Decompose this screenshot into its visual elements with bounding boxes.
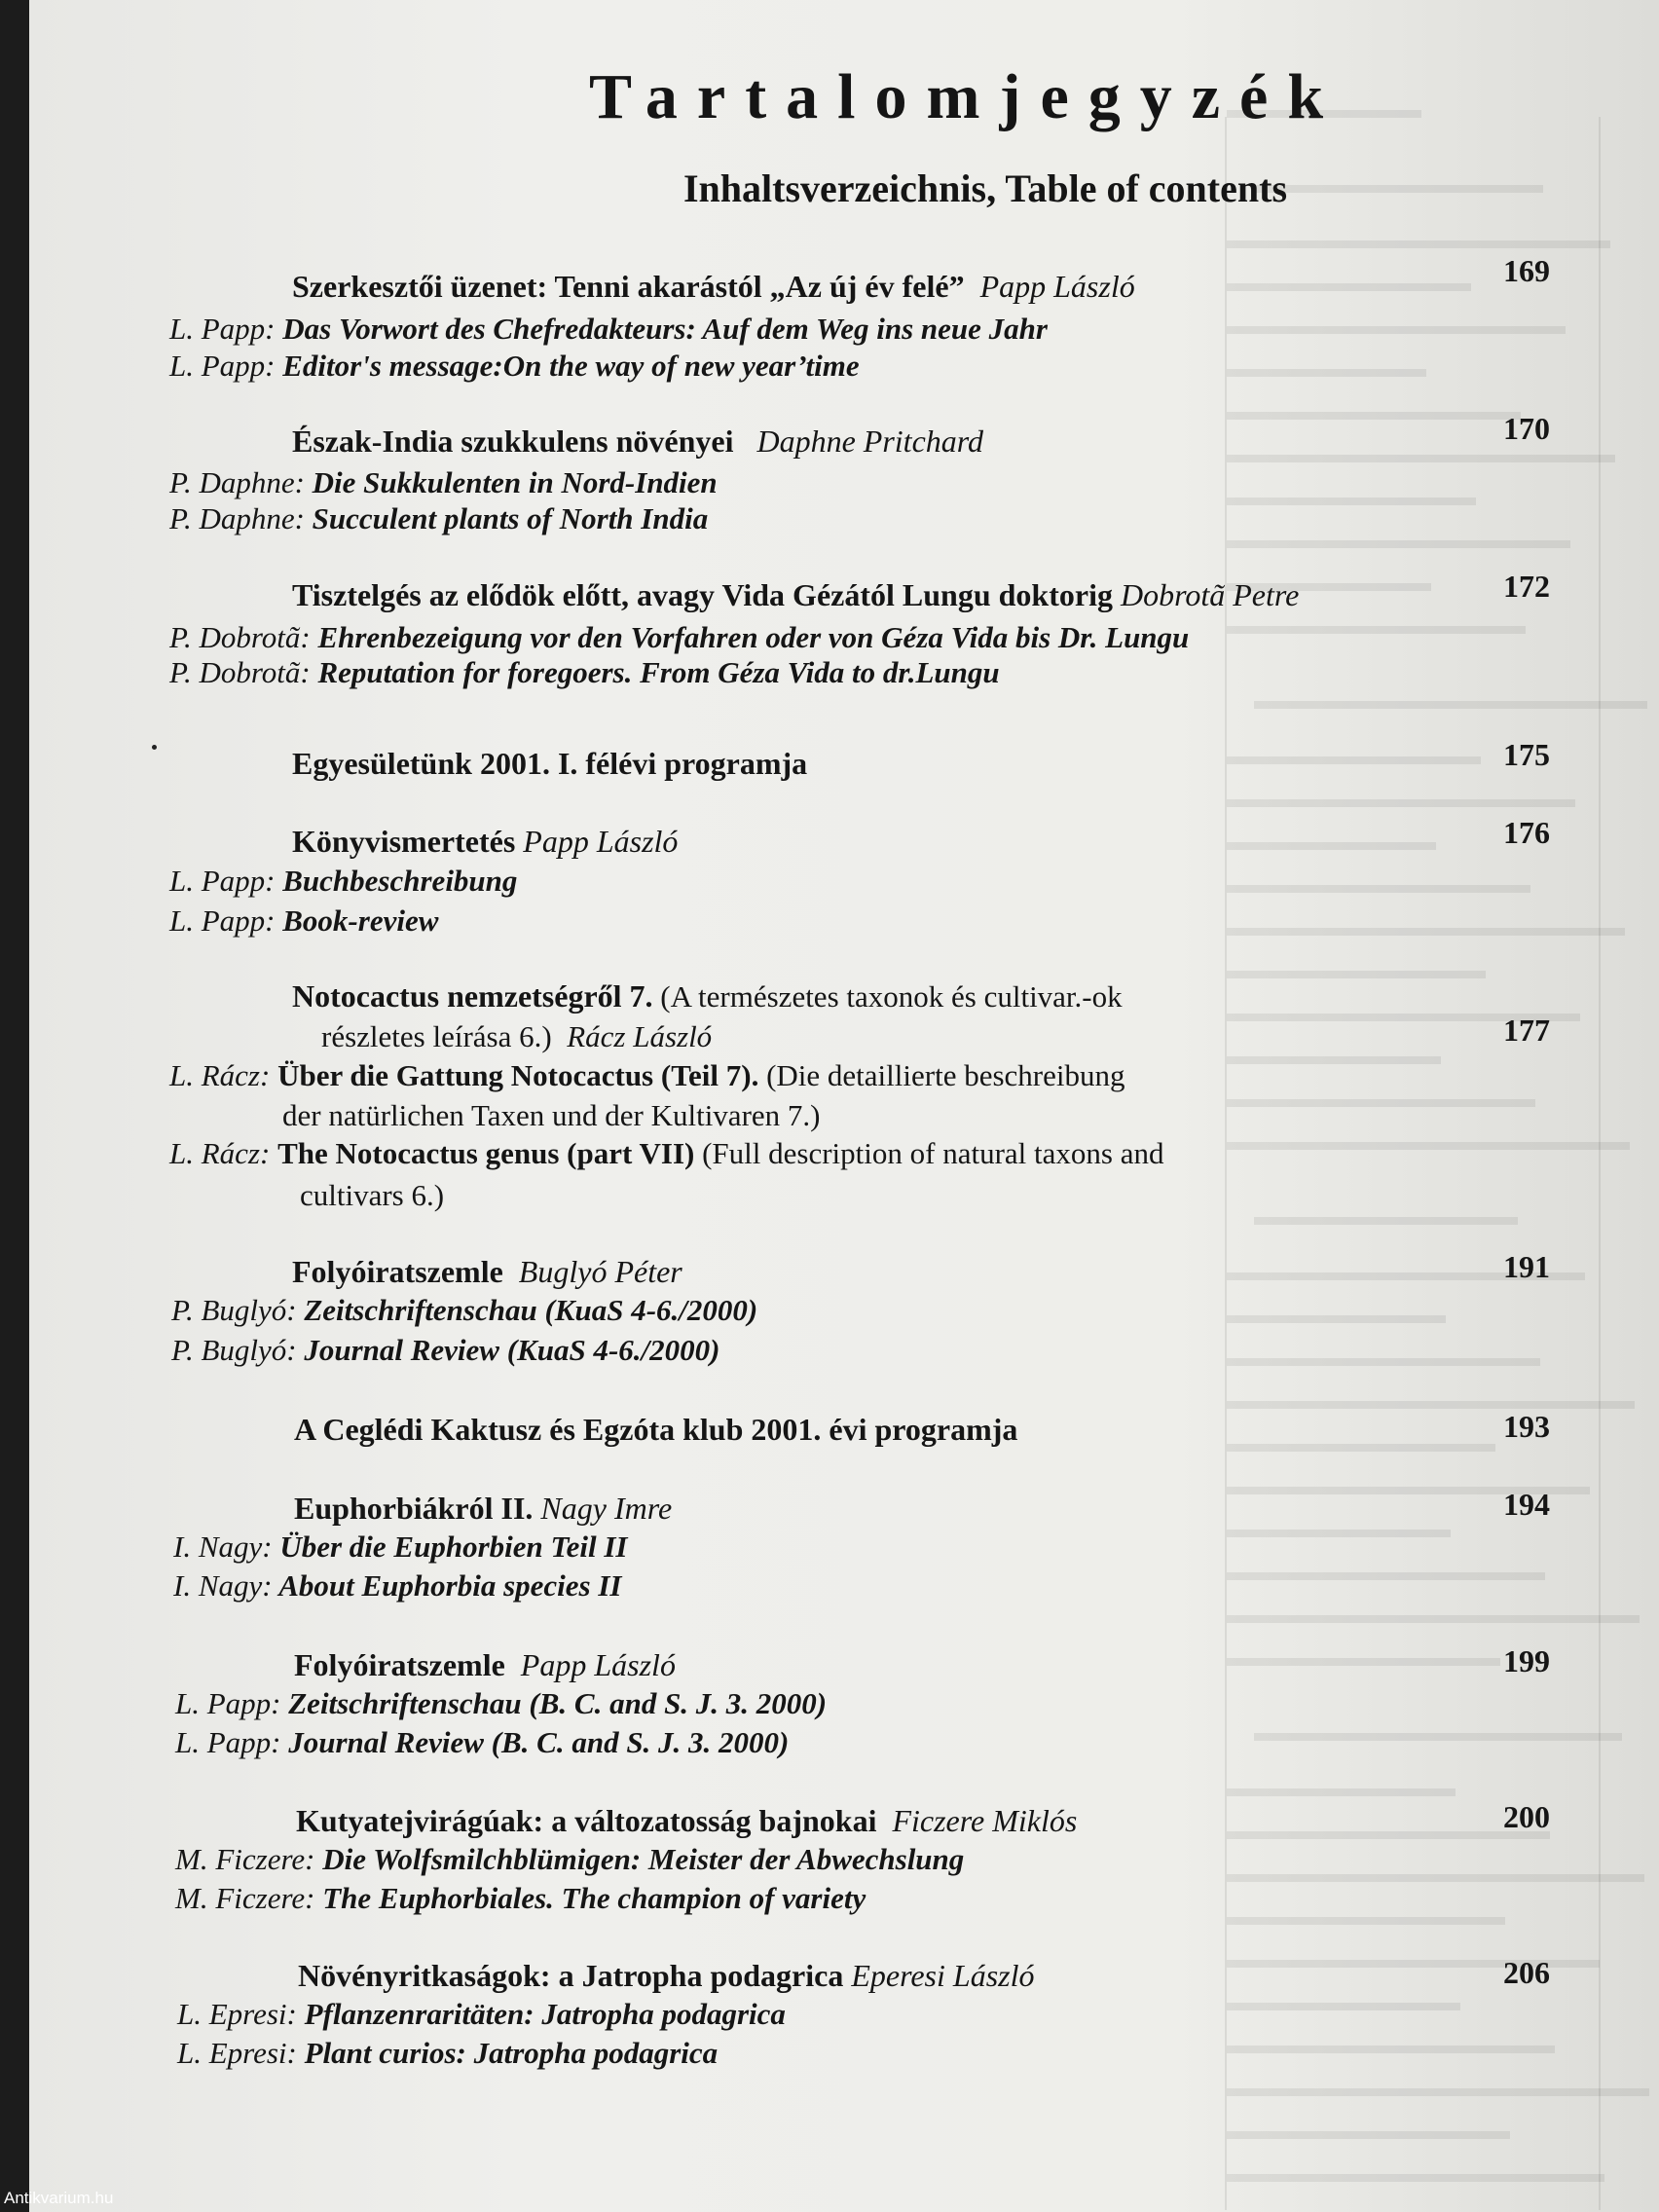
ghost-row — [1198, 1379, 1659, 1421]
entry-page-number: 193 — [1503, 1409, 1550, 1444]
ghost-row — [1198, 1895, 1659, 1937]
ghost-text-smudge — [1227, 2174, 1604, 2182]
ghost-text-smudge — [1227, 1099, 1535, 1107]
ghost-row — [1198, 1077, 1659, 1120]
entry-page-number: 176 — [1503, 815, 1550, 850]
ghost-row — [1198, 646, 1659, 734]
ghost-row — [1198, 1162, 1659, 1250]
ghost-row — [1198, 518, 1659, 561]
entry-page-number: 194 — [1503, 1487, 1550, 1522]
ghost-row — [1198, 948, 1659, 991]
ghost-row — [1198, 820, 1659, 863]
entry-translation: I. Nagy: About Euphorbia species II — [173, 1568, 622, 1603]
entry-title-line: Euphorbiákról II. Nagy Imre — [294, 1491, 673, 1526]
ghost-text-smudge — [1227, 971, 1486, 978]
ghost-row — [1198, 734, 1659, 777]
ghost-text-smudge — [1227, 1917, 1505, 1925]
entry-title-line: Kutyatejvirágúak: a változatosság bajnokai Ficzere Miklós — [296, 1803, 1078, 1838]
ghost-text-smudge — [1227, 1572, 1545, 1580]
ghost-text-smudge — [1227, 799, 1575, 807]
entry-title-line: Egyesületünk 2001. I. félévi programja — [292, 746, 808, 781]
entry-translation: P. Dobrotã: Ehrenbezeigung vor den Vorfahren oder von Géza Vida bis Dr. Lungu — [169, 620, 1190, 654]
entry-translation: M. Ficzere: The Euphorbiales. The champion of variety — [175, 1881, 866, 1915]
ink-speck — [152, 745, 157, 750]
ghost-row — [1198, 1593, 1659, 1636]
entry-translation: cultivars 6.) — [300, 1178, 445, 1212]
ghost-row — [1198, 1852, 1659, 1895]
ghost-row — [1198, 1336, 1659, 1379]
ghost-text-smudge — [1254, 1733, 1622, 1741]
ghost-text-smudge — [1227, 455, 1615, 462]
ghost-text-smudge — [1227, 283, 1471, 291]
ghost-text-smudge — [1227, 1142, 1630, 1150]
ghost-column-rule — [1225, 117, 1227, 2210]
ghost-row — [1198, 1980, 1659, 2023]
ghost-text-smudge — [1227, 626, 1526, 634]
entry-translation: L. Epresi: Plant curios: Jatropha podagrica — [177, 2036, 719, 2070]
ghost-row — [1198, 2194, 1659, 2210]
ghost-text-smudge — [1227, 1658, 1500, 1666]
entry-translation: L. Papp: Das Vorwort des Chefredakteurs: Auf dem Weg ins neue Jahr — [169, 312, 1048, 346]
ghost-text-smudge — [1227, 1056, 1441, 1064]
entry-title-line: részletes leírása 6.) Rácz László — [321, 1019, 713, 1053]
entry-title-line: Észak-India szukkulens növényei Daphne Pritchard — [292, 424, 984, 459]
ghost-row — [1198, 2066, 1659, 2109]
ghost-row — [1198, 2109, 1659, 2152]
ghost-row — [1198, 1250, 1659, 1293]
entry-page-number: 200 — [1503, 1799, 1550, 1834]
entry-translation: M. Ficzere: Die Wolfsmilchblümigen: Meister der Abwechslung — [175, 1842, 965, 1876]
entry-title-line: Folyóiratszemle Buglyó Péter — [292, 1254, 682, 1289]
entry-translation: P. Dobrotã: Reputation for foregoers. From Géza Vida to dr.Lungu — [169, 655, 1000, 689]
entry-title-line: Könyvismertetés Papp László — [292, 824, 679, 859]
ghost-text-smudge — [1227, 842, 1436, 850]
ghost-row — [1198, 261, 1659, 304]
ghost-row — [1198, 1464, 1659, 1507]
ghost-text-smudge — [1227, 2046, 1555, 2053]
entry-translation: L. Papp: Book-review — [169, 903, 439, 938]
ghost-row — [1198, 475, 1659, 518]
entry-title-line: Notocactus nemzetségről 7. (A természetes taxonok és cultivar.-ok — [292, 978, 1123, 1014]
ghost-row — [1198, 1766, 1659, 1809]
entry-title-line: Folyóiratszemle Papp László — [294, 1647, 676, 1682]
ghost-row — [1198, 1636, 1659, 1678]
ghost-row — [1198, 991, 1659, 1034]
ghost-row — [1198, 218, 1659, 261]
ghost-row — [1198, 1507, 1659, 1550]
ghost-row — [1198, 304, 1659, 347]
entry-page-number: 169 — [1503, 253, 1550, 288]
entry-title-line: Tisztelgés az elődök előtt, avagy Vida Gézától Lungu doktorig Dobrotã Petre — [292, 577, 1300, 612]
ghost-text-smudge — [1227, 412, 1521, 420]
ghost-text-smudge — [1227, 2003, 1460, 2010]
ghost-text-smudge — [1227, 1615, 1640, 1623]
entry-translation: L. Papp: Zeitschriftenschau (B. C. and S. J. 3. 2000) — [175, 1686, 828, 1720]
ghost-row — [1198, 1293, 1659, 1336]
ghost-text-smudge — [1227, 756, 1481, 764]
ghost-row — [1198, 347, 1659, 389]
entry-translation: P. Buglyó: Zeitschriftenschau (KuaS 4-6./2000) — [171, 1293, 758, 1327]
ghost-text-smudge — [1227, 885, 1530, 893]
ghost-row — [1198, 2023, 1659, 2066]
document-page — [29, 0, 1659, 2212]
ghost-row — [1198, 389, 1659, 432]
ghost-text-smudge — [1227, 928, 1625, 936]
page-bleed-through — [1198, 88, 1659, 2210]
entry-translation: L. Rácz: The Notocactus genus (part VII) (Full description of natural taxons and — [169, 1136, 1164, 1170]
entry-translation: P. Daphne: Succulent plants of North India — [169, 501, 709, 535]
ghost-row — [1198, 1421, 1659, 1464]
ghost-text-smudge — [1227, 2088, 1649, 2096]
ghost-row — [1198, 1120, 1659, 1162]
entry-translation: L. Papp: Buchbeschreibung — [169, 864, 518, 898]
ghost-row — [1198, 432, 1659, 475]
ghost-text-smudge — [1227, 1831, 1550, 1839]
ghost-text-smudge — [1227, 1788, 1456, 1796]
ghost-row — [1198, 1550, 1659, 1593]
ghost-text-smudge — [1227, 240, 1610, 248]
ghost-text-smudge — [1227, 1315, 1446, 1323]
entry-page-number: 177 — [1503, 1013, 1550, 1048]
entry-translation: L. Papp: Journal Review (B. C. and S. J. 3. 2000) — [175, 1725, 790, 1759]
entry-translation: L. Epresi: Pflanzenraritäten: Jatropha podagrica — [177, 1997, 786, 2031]
entry-title-line: Szerkesztői üzenet: Tenni akarástól „Az új év felé” Papp László — [292, 269, 1135, 304]
entry-translation: P. Buglyó: Journal Review (KuaS 4-6./2000) — [171, 1333, 720, 1367]
ghost-text-smudge — [1227, 498, 1476, 505]
entry-translation: L. Papp: Editor's message:On the way of new year’time — [169, 349, 860, 383]
entry-translation: der natürlichen Taxen und der Kultivaren 7.) — [282, 1098, 821, 1132]
ghost-text-smudge — [1227, 1358, 1540, 1366]
entry-page-number: 170 — [1503, 411, 1550, 446]
ghost-text-smudge — [1227, 369, 1426, 377]
entry-title-line: Növényritkaságok: a Jatropha podagrica Eperesi László — [298, 1958, 1035, 1993]
entry-page-number: 191 — [1503, 1249, 1550, 1284]
entry-page-number: 199 — [1503, 1643, 1550, 1678]
ghost-text-smudge — [1254, 701, 1647, 709]
entry-translation: I. Nagy: Über die Euphorbien Teil II — [173, 1530, 628, 1564]
ghost-text-smudge — [1227, 326, 1566, 334]
ghost-row — [1198, 1034, 1659, 1077]
ghost-row — [1198, 2152, 1659, 2194]
watermark: Antikvarium.hu — [4, 2189, 114, 2207]
ghost-row — [1198, 905, 1659, 948]
entry-title-line: A Ceglédi Kaktusz és Egzóta klub 2001. évi programja — [294, 1412, 1018, 1447]
ghost-row — [1198, 863, 1659, 905]
ghost-text-smudge — [1227, 1530, 1451, 1537]
ghost-column-rule — [1599, 117, 1601, 2210]
ghost-text-smudge — [1227, 2131, 1510, 2139]
entry-page-number: 175 — [1503, 737, 1550, 772]
ghost-row — [1198, 1809, 1659, 1852]
entry-page-number: 206 — [1503, 1955, 1550, 1990]
entry-translation: L. Rácz: Über die Gattung Notocactus (Teil 7). (Die detaillierte beschreibung — [169, 1058, 1125, 1092]
page-subtitle: Inhaltsverzeichnis, Table of contents — [682, 166, 1288, 210]
page-title: Tartalomjegyzék — [588, 61, 1344, 132]
ghost-text-smudge — [1227, 1401, 1635, 1409]
ghost-text-smudge — [1254, 1217, 1518, 1225]
entry-page-number: 172 — [1503, 569, 1550, 604]
ghost-text-smudge — [1227, 540, 1570, 548]
ghost-text-smudge — [1227, 1444, 1495, 1452]
ghost-row — [1198, 777, 1659, 820]
ghost-row — [1198, 1678, 1659, 1766]
ghost-row — [1198, 1937, 1659, 1980]
entry-translation: P. Daphne: Die Sukkulenten in Nord-Indien — [169, 465, 718, 499]
ghost-text-smudge — [1227, 1874, 1644, 1882]
